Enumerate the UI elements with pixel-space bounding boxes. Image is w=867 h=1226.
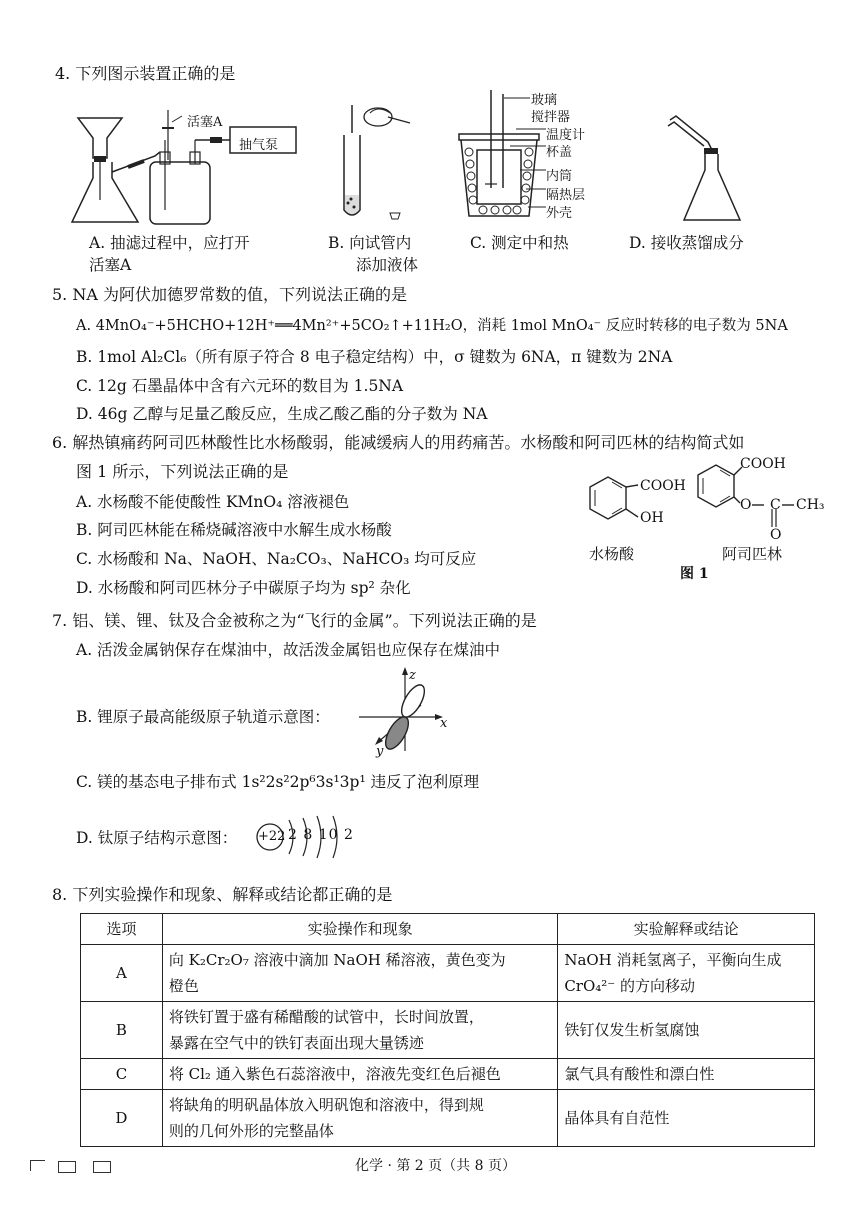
row-option: C	[81, 1059, 163, 1090]
atom-shell-electrons: 2 8 10 2	[288, 827, 354, 843]
label-insulation: 隔热层	[546, 188, 586, 203]
table-header-row	[81, 914, 815, 945]
header-option: 选项	[81, 914, 163, 945]
operation-line2: 橙色	[168, 977, 199, 995]
header-operation: 实验操作和现象	[162, 914, 557, 945]
q6-option-d[interactable]: D. 水杨酸和阿司匹林分子中碳原子均为 sp² 杂化	[76, 579, 411, 597]
option-text: 接收蒸馏成分	[650, 234, 744, 252]
operation-line2: 则的几何外形的完整晶体	[168, 1122, 334, 1140]
question-8-stem: 8. 下列实验操作和现象、解释或结论都正确的是	[52, 885, 393, 904]
option-text: 抽滤过程中，应打开	[110, 234, 250, 252]
row-conclusion: 氯气具有酸性和漂白性	[558, 1059, 815, 1090]
table-row[interactable]	[81, 945, 815, 1002]
option-text: 向试管内	[349, 234, 412, 252]
label-shell: 外壳	[546, 206, 573, 221]
q7-option-c[interactable]: C. 镁的基态电子排布式 1s²2s²2p⁶3s¹3p¹ 违反了泡利原理	[76, 773, 480, 791]
question-4-stem: 4. 下列图示装置正确的是	[55, 64, 236, 83]
option-letter: D.	[629, 234, 646, 252]
experiment-table	[80, 913, 815, 1147]
row-conclusion: 铁钉仅发生析氢腐蚀	[558, 1002, 815, 1059]
option-letter: A.	[89, 234, 106, 252]
q7-option-b[interactable]: B. 锂原子最高能级原子轨道示意图：	[76, 708, 330, 726]
table-row[interactable]	[81, 1090, 815, 1147]
axis-z-label: z	[409, 668, 416, 683]
q6-option-a[interactable]: A. 水杨酸不能使酸性 KMnO₄ 溶液褪色	[76, 493, 350, 511]
suction-filtration-apparatus	[60, 100, 310, 230]
page-footer: 化学 · 第 2 页（共 8 页）	[355, 1158, 516, 1174]
row-operation	[162, 945, 557, 1002]
aspirin-carbonyl-o: O	[770, 527, 782, 543]
q4-option-a[interactable]	[89, 232, 250, 276]
operation-line2: 暴露在空气中的铁钉表面出现大量锈迹	[168, 1034, 424, 1052]
row-operation	[162, 1090, 557, 1147]
label-glass: 玻璃	[531, 93, 558, 108]
q5-option-c[interactable]: C. 12g 石墨晶体中含有六元环的数目为 1.5NA	[76, 377, 404, 395]
table-row[interactable]	[81, 1059, 815, 1090]
conclusion-line2: CrO₄²⁻ 的方向移动	[564, 977, 695, 995]
row-operation: 将 Cl₂ 通入紫色石蕊溶液中，溶液先变红色后褪色	[162, 1059, 557, 1090]
label-thermometer: 温度计	[546, 128, 586, 143]
q7-option-a[interactable]: A. 活泼金属钠保存在煤油中，故活泼金属铝也应保存在煤油中	[76, 641, 501, 659]
option-text: 测定中和热	[491, 234, 569, 252]
operation-line1: 将缺角的明矾晶体放入明矾饱和溶液中，得到规	[168, 1096, 484, 1114]
row-operation	[162, 1002, 557, 1059]
option-letter: C.	[470, 234, 487, 252]
test-tube-dropper	[330, 95, 420, 225]
salicylic-cooh: COOH	[640, 478, 686, 494]
q4-option-c[interactable]	[470, 232, 569, 254]
aspirin-ch3: CH₃	[796, 497, 825, 513]
header-conclusion: 实验解释或结论	[558, 914, 815, 945]
figure-1-label: 图 1	[680, 566, 709, 582]
label-salicylic-acid: 水杨酸	[589, 545, 635, 563]
box-mark-2	[93, 1161, 111, 1173]
q5-option-b[interactable]: B. 1mol Al₂Cl₆（所有原子符合 8 电子稳定结构）中，σ 键数为 6NA，π 键数为 2NA	[76, 348, 673, 366]
option-text-line2: 活塞A	[89, 256, 132, 274]
axis-x-label: x	[440, 716, 448, 731]
label-leader-lines	[500, 94, 550, 214]
aspirin-ester-o: O	[740, 497, 752, 513]
conclusion-line1: NaOH 消耗氢离子，平衡向生成	[564, 951, 782, 969]
question-7-stem: 7. 铝、镁、锂、钛及合金被称之为“飞行的金属”。下列说法正确的是	[52, 611, 537, 630]
q4-option-b[interactable]	[328, 232, 418, 276]
table-row[interactable]	[81, 1002, 815, 1059]
option-letter: B.	[328, 234, 345, 252]
question-6-stem-line2: 图 1 所示，下列说法正确的是	[76, 462, 289, 481]
box-mark-1	[58, 1161, 76, 1173]
question-5-stem: 5. NA 为阿伏加德罗常数的值，下列说法正确的是	[52, 285, 407, 304]
row-conclusion: 晶体具有自范性	[558, 1090, 815, 1147]
label-lid: 杯盖	[546, 145, 573, 160]
axis-y-label: y	[376, 744, 384, 759]
question-6-stem-line1: 6. 解热镇痛药阿司匹林酸性比水杨酸弱，能减缓病人的用药痛苦。水杨酸和阿司匹林的结构简式如	[52, 433, 745, 452]
q7-option-d[interactable]: D. 钛原子结构示意图：	[76, 829, 238, 847]
q6-option-b[interactable]: B. 阿司匹林能在稀烧碱溶液中水解生成水杨酸	[76, 521, 392, 539]
label-aspirin: 阿司匹林	[722, 545, 783, 563]
label-pump: 抽气泵	[239, 138, 279, 153]
aspirin-cooh: COOH	[740, 456, 786, 472]
q4-option-d[interactable]	[629, 232, 744, 254]
salicylic-oh: OH	[640, 510, 664, 526]
label-inner-vessel: 内筒	[546, 169, 573, 184]
option-text-line2: 添加液体	[356, 256, 419, 274]
row-conclusion	[558, 945, 815, 1002]
row-option: B	[81, 1002, 163, 1059]
operation-line1: 向 K₂Cr₂O₇ 溶液中滴加 NaOH 稀溶液，黄色变为	[168, 951, 506, 969]
operation-line1: 将铁钉置于盛有稀醋酸的试管中，长时间放置，	[168, 1008, 484, 1026]
q6-option-c[interactable]: C. 水杨酸和 Na、NaOH、Na₂CO₃、NaHCO₃ 均可反应	[76, 550, 477, 568]
label-valve-a: 活塞A	[187, 115, 223, 130]
row-option: D	[81, 1090, 163, 1147]
q5-option-a[interactable]: A. 4MnO₄⁻+5HCHO+12H⁺══4Mn²⁺+5CO₂↑+11H₂O，消耗 1mol MnO₄⁻ 反应时转移的电子数为 5NA	[76, 318, 788, 334]
aspirin-carbon: C	[770, 497, 781, 513]
distillation-receiver	[660, 112, 750, 227]
scan-corner-mark	[30, 1160, 45, 1171]
row-option: A	[81, 945, 163, 1002]
label-stirrer: 搅拌器	[531, 110, 571, 125]
q5-option-d[interactable]: D. 46g 乙醇与足量乙酸反应，生成乙酸乙酯的分子数为 NA	[76, 405, 488, 423]
atom-nucleus-charge: +22	[258, 829, 286, 844]
p-orbital-diagram	[355, 665, 455, 760]
